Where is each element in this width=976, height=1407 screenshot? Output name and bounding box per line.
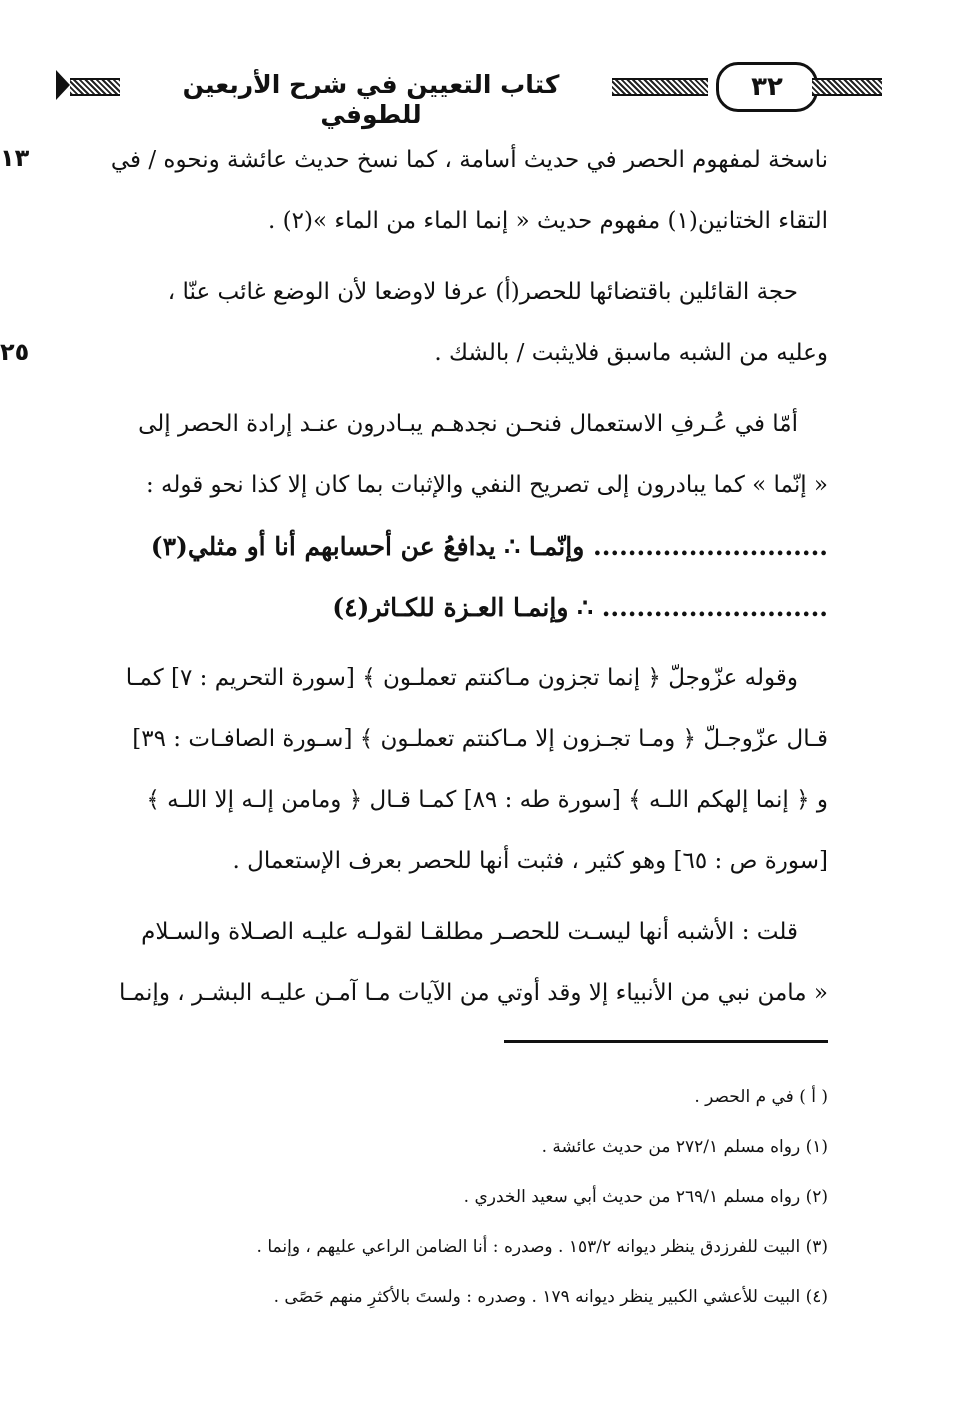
- text-line: وقوله عزّوجلّ ﴿ إنما تجزون مـاكنتم تعملـون ﴾ [سورة التحريم : ٧] كمـا: [125, 665, 798, 691]
- page-number: ٣٢: [716, 62, 818, 112]
- margin-reference: ١٣: [0, 144, 30, 172]
- text-line: التقاء الختانين(١) مفهوم حديث « إنما الماء من الماء »(٢) .: [268, 208, 828, 234]
- margin-reference: ٢٥: [0, 338, 30, 366]
- footnotes: [60, 1072, 828, 1322]
- text-line: « إنّما » كما يبادرون إلى تصريح النفي والإثبات بما كان إلا كذا نحو قوله :: [145, 472, 828, 498]
- footnote-separator: [504, 1040, 828, 1043]
- text-line: ناسخة لمفهوم الحصر في حديث أسامة ، كما نسخ حديث عائشة ونحوه / في: [110, 147, 828, 173]
- poetry-line: ........................... وإنّمـا ∴ يدافعُ عن أحسابهم أنا أو مثلي(٣): [150, 532, 828, 561]
- text-line: [سورة ص : ٦٥] وهو كثير ، فثبت أنها للحصر بعرف الإستعمال .: [232, 848, 828, 874]
- running-title: كتاب التعيين في شرح الأربعين للطوفي: [182, 70, 560, 129]
- footnote: (١) رواه مسلم ٢٧٢/١ من حديث عائشة .: [541, 1137, 828, 1157]
- text-line: « مامن نبي من الأنبياء إلا وقد أوتي من الآيات مـا آمـن عليـه البشـر ، وإنمـا: [118, 980, 828, 1006]
- text-line: و ﴿ إنما إلهكم اللـه ﴾ [سورة طه : ٨٩] كمـا قـال ﴿ ومامن إلـه إلا اللـه ﴾: [146, 787, 828, 813]
- header-ornament-left: [56, 70, 70, 100]
- footnote: (٤) البيت للأعشي الكبير ينظر ديوانه ١٧٩ . وصدره : ولستَ بالأكثرِ منهم حَصًى .: [273, 1287, 828, 1307]
- text-line: وعليه من الشبه ماسبق فلايثبت / بالشك .: [434, 340, 828, 366]
- header-hatch-middle: [612, 78, 708, 96]
- header-hatch-left: [70, 78, 120, 96]
- footnote: ( أ ) في م الحصر .: [694, 1087, 828, 1107]
- text-line: قلت : الأشبه أنها ليسـت للحصـر مطلقـا لقولـه عليـه الصـلاة والسـلام: [141, 919, 798, 945]
- text-line: قـال عزّوجـلّ ﴿ ومـا تجـزون إلا مـاكنتم تعملـون ﴾ [سـورة الصافـات : ٣٩]: [132, 726, 828, 752]
- poetry-line: .......................... ∴ وإنمـا العـزة للكـاثر(٤): [332, 593, 828, 622]
- main-text: [60, 130, 828, 1024]
- footnote: (٣) البيت للفرزدق ينظر ديوانه ١٥٣/٢ . وصدره : أنا الضامن الراعي عليهم ، وإنما .: [256, 1237, 828, 1257]
- header-hatch-right: [812, 78, 882, 96]
- footnote: (٢) رواه مسلم ٢٦٩/١ من حديث أبي سعيد الخدري .: [463, 1187, 828, 1207]
- running-header: [52, 62, 830, 129]
- text-line: حجة القائلين باقتضائها للحصر(أ) عرفا لاوضعا لأن الوضع غائب عنّا ،: [167, 279, 798, 305]
- text-line: أمّا في عُـرفِ الاستعمال فنحـن نجدهـم يبـادرون عنـد إرادة الحصر إلى: [138, 411, 798, 437]
